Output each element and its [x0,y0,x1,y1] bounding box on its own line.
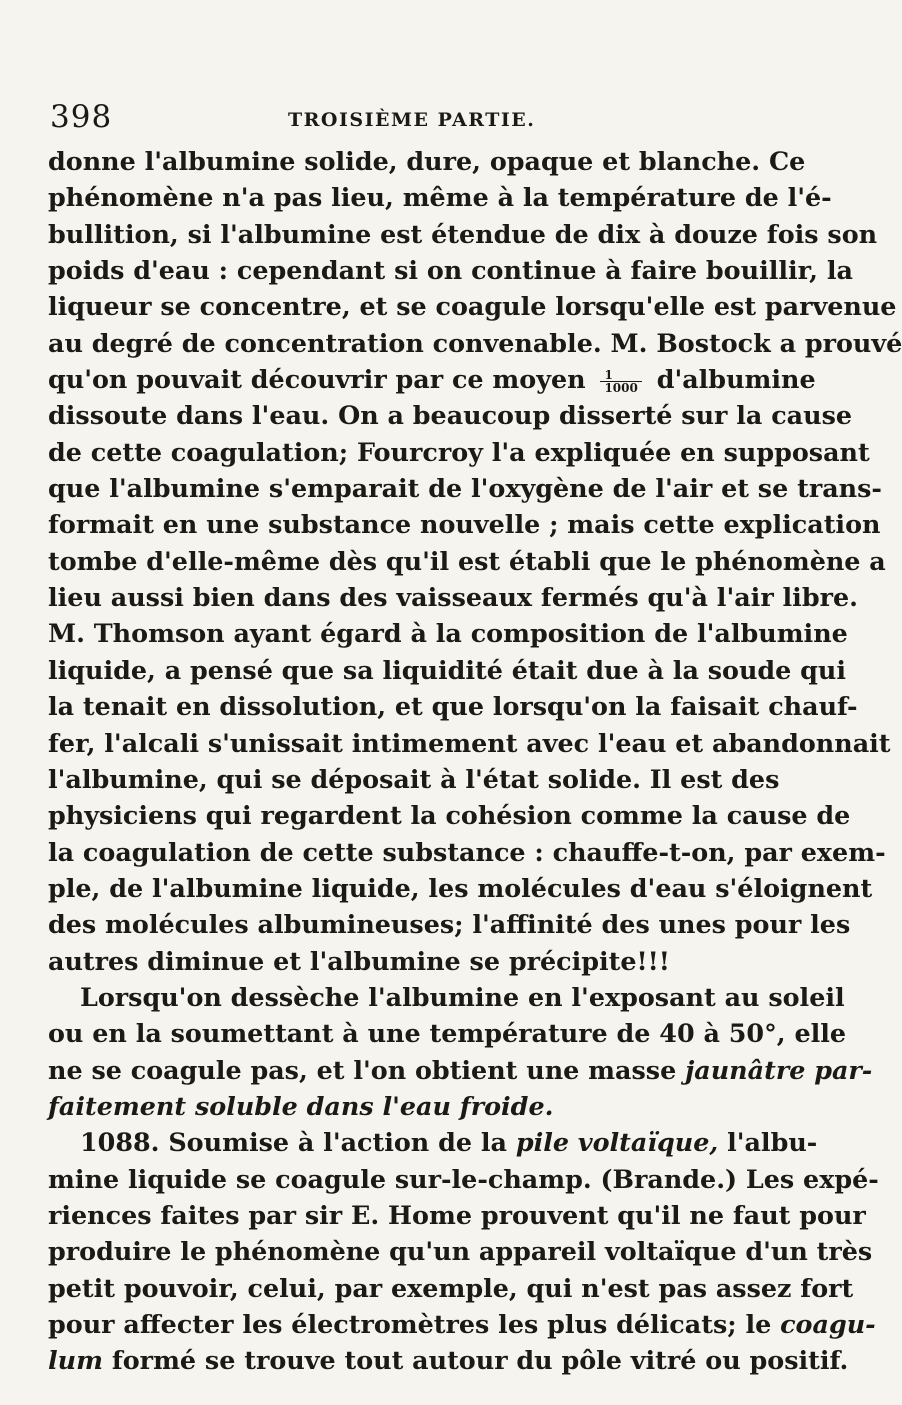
page-header [48,95,770,143]
text-segment: d'albumine [656,364,816,395]
fraction-numerator: 1 [600,369,641,382]
text-line: poids d'eau : cependant si on continue à faire bouillir, la [48,255,853,286]
text-line [48,1306,876,1342]
text-segment: pour affecter les électromètres les plus délicats; le [48,1309,772,1339]
text-line: la coagulation de cette substance : chauffe-t-on, par exem- [48,836,886,867]
text-line [48,1124,818,1160]
text-segment: ne se coagule pas, et l'on obtient une masse [48,1054,677,1085]
text-line: produire le phénomène qu'un appareil voltaïque d'un très [48,1236,873,1267]
text-line: liqueur se concentre, et se coagule lorsqu'elle est parvenue [48,291,897,322]
text-segment: formé se trouve tout autour du pôle vitré ou positif. [111,1345,849,1376]
text-line: liquide, a pensé que sa liquidité était due à la soude qui [48,654,847,685]
text-line: riences faites par sir E. Home prouvent qu'il ne faut pour [48,1199,866,1230]
text-line: dissoute dans l'eau. On a beaucoup disserté sur la cause [48,400,853,431]
italic-text: pile voltaïque, [515,1127,719,1158]
fraction-denominator: 1000 [604,380,638,395]
text-line: de cette coagulation; Fourcroy l'a expliquée en supposant [48,436,870,467]
text-line: phénomène n'a pas lieu, même à la température de l'é- [48,182,832,213]
text-line [48,361,816,397]
text-line: donne l'albumine solide, dure, opaque et blanche. Ce [48,146,806,176]
text-line: ou en la soumettant à une température de 40 à 50°, elle [48,1018,847,1049]
italic-text: lum [48,1345,103,1376]
text-line: au degré de concentration convenable. M. Bostock a prouvé [48,327,902,358]
text-line: physiciens qui regardent la cohésion comme la cause de [48,800,851,831]
page-number: 398 [50,99,113,135]
text-line: ple, de l'albumine liquide, les molécules d'eau s'éloignent [48,872,873,903]
text-line: que l'albumine s'emparait de l'oxygène de l'air et se trans- [48,473,882,504]
text-line [48,1342,849,1378]
italic-text: coagu- [780,1309,876,1339]
text-line: petit pouvoir, celui, par exemple, qui n'est pas assez fort [48,1272,854,1303]
text-segment: 1088. Soumise à l'action de la [80,1127,507,1158]
text-line: bullition, si l'albumine est étendue de dix à douze fois son [48,218,878,249]
text-line: Lorsqu'on dessèche l'albumine en l'exposant au soleil [80,981,845,1012]
body-text [48,143,902,1379]
text-line: M. Thomson ayant égard à la composition de l'albumine [48,618,848,649]
running-head: TROISIÈME PARTIE. [288,109,536,131]
text-line: la tenait en dissolution, et que lorsqu'on la faisait chauf- [48,691,858,722]
text-line: tombe d'elle-même dès qu'il est établi que le phénomène a [48,545,886,576]
text-line: lieu aussi bien dans des vaisseaux fermés qu'à l'air libre. [48,582,858,613]
text-segment: qu'on pouvait découvrir par ce moyen [48,364,586,395]
text-line: l'albumine, qui se déposait à l'état solide. Il est des [48,763,780,794]
text-line: faitement soluble dans l'eau froide. [48,1090,554,1121]
text-line: autres diminue et l'albumine se précipite!!! [48,945,670,976]
fraction [600,369,641,394]
text-line: des molécules albumineuses; l'affinité des unes pour les [48,909,851,940]
italic-text: jaunâtre par- [685,1054,873,1085]
text-line [48,1052,873,1088]
text-line: formait en une substance nouvelle ; mais cette explication [48,509,881,540]
text-line: mine liquide se coagule sur-le-champ. (Brande.) Les expé- [48,1163,879,1194]
text-line: fer, l'alcali s'unissait intimement avec l'eau et abandonnait [48,727,891,758]
text-segment: l'albu- [727,1127,818,1158]
